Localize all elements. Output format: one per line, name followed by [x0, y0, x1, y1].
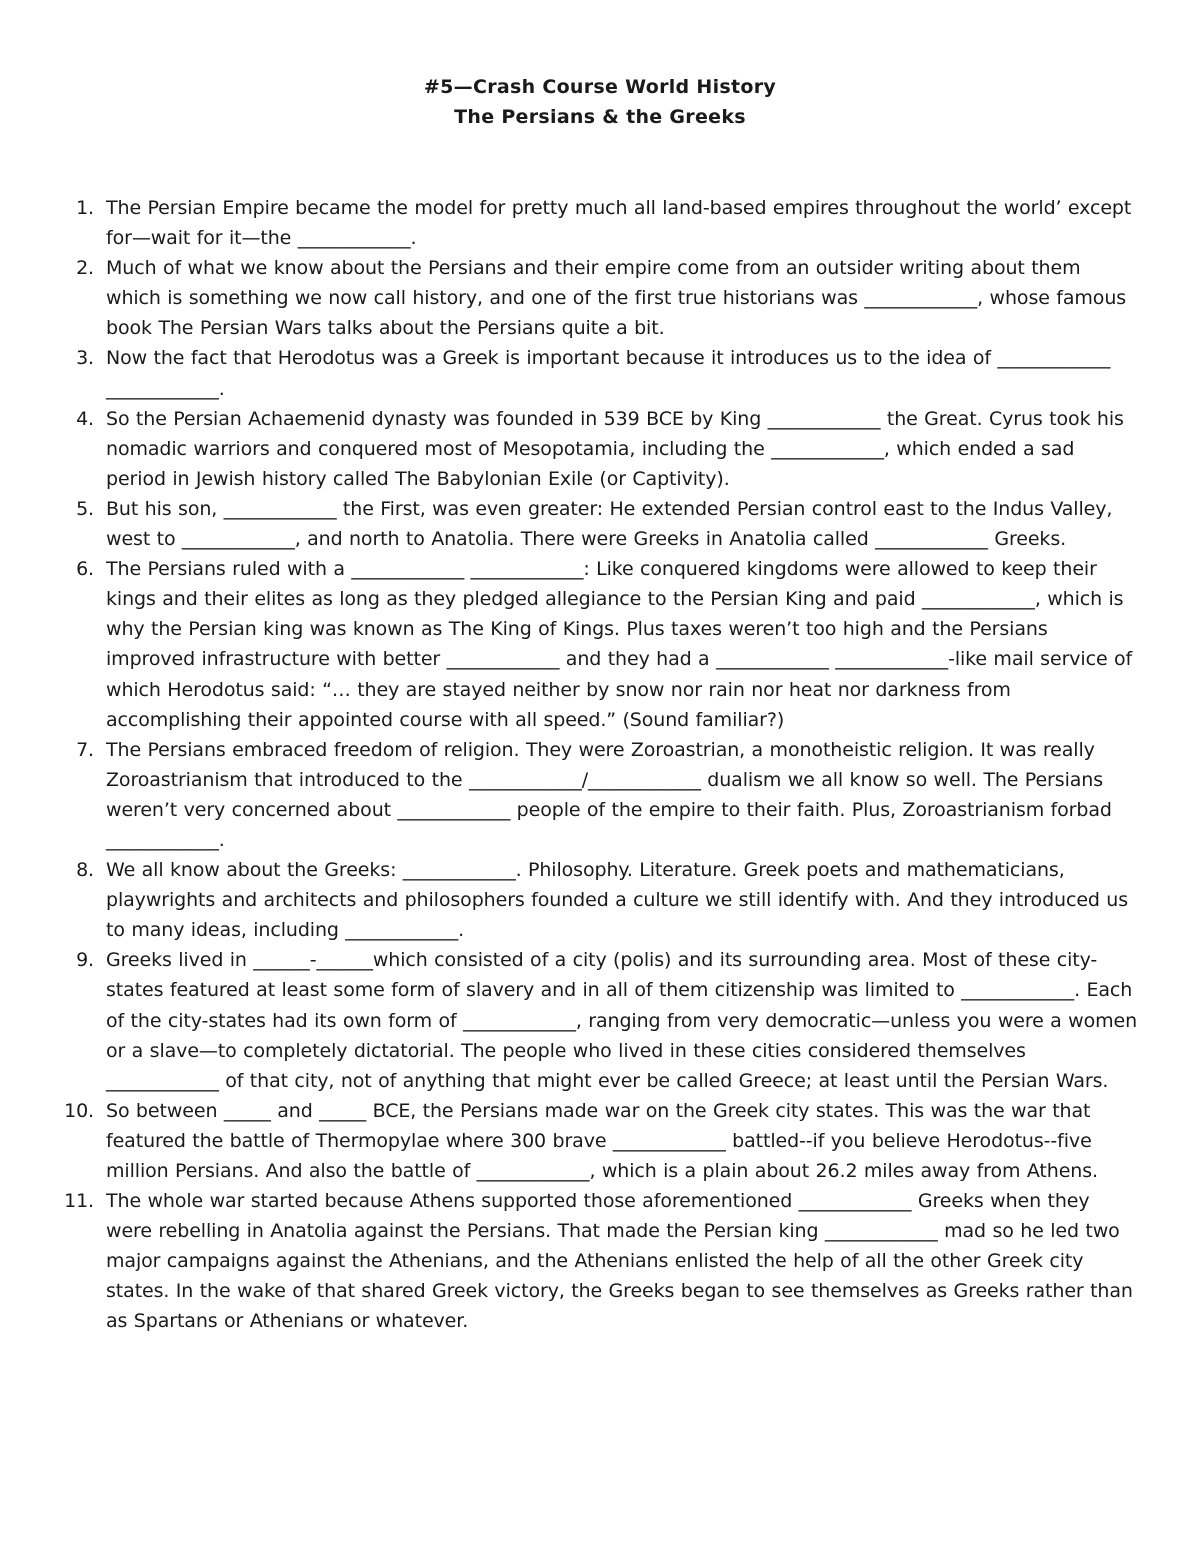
question-number: 9.	[76, 949, 94, 972]
question-1	[60, 193, 1140, 253]
question-text: Now the fact that Herodotus was a Greek is important because it introduces us to the idea of ____________ ____________.	[106, 347, 1111, 400]
question-number: 3.	[76, 347, 94, 370]
question-list	[60, 193, 1140, 1337]
question-text: Much of what we know about the Persians and their empire come from an outsider writing about them which is something we now call history, and one of the first true historians was ____________, whose famous book The Persian Wars talks about the Persians quite a bit.	[106, 257, 1127, 340]
worksheet-header	[0, 72, 1200, 132]
question-11	[60, 1186, 1140, 1336]
question-7	[60, 735, 1140, 855]
question-text: Greeks lived in ______-______which consisted of a city (polis) and its surrounding area. Most of these city-states featured at least some form of slavery and in all of them citizenship was limited to ____________. Each of the city-states had its own form of ____________, ranging from very democratic—unless you were a women or a slave—to completely dictatorial. The people who lived in these cities considered themselves ____________ of that city, not of anything that might ever be called Greece; at least until the Persian Wars.	[106, 949, 1138, 1092]
question-10	[60, 1096, 1140, 1186]
question-6	[60, 554, 1140, 735]
question-number: 11.	[64, 1190, 94, 1213]
question-3	[60, 343, 1140, 403]
question-text: The Persians embraced freedom of religion. They were Zoroastrian, a monotheistic religion. It was really Zoroastrianism that introduced to the ____________/____________ dualism we all know so well. The Persians weren’t very concerned about ____________ people of the empire to their faith. Plus, Zoroastrianism forbad ____________.	[106, 738, 1112, 851]
question-4	[60, 404, 1140, 494]
question-text: The whole war started because Athens supported those aforementioned ____________ Greeks when they were rebelling in Anatolia against the Persians. That made the Persian king ____________ mad so he led two major campaigns against the Athenians, and the Athenians enlisted the help of all the other Greek city states. In the wake of that shared Greek victory, the Greeks began to see themselves as Greeks rather than as Spartans or Athenians or whatever.	[106, 1190, 1133, 1333]
question-number: 8.	[76, 859, 94, 882]
question-number: 5.	[76, 497, 94, 520]
question-text: The Persian Empire became the model for pretty much all land-based empires throughout the world’ except for—wait for it—the ____________.	[106, 197, 1132, 250]
question-text: So the Persian Achaemenid dynasty was founded in 539 BCE by King ____________ the Great. Cyrus took his nomadic warriors and conquered most of Mesopotamia, including the ____________, which ended a sad period in Jewish history called The Babylonian Exile (or Captivity).	[106, 407, 1124, 490]
question-number: 10.	[64, 1099, 94, 1122]
question-8	[60, 855, 1140, 945]
question-number: 4.	[76, 407, 94, 430]
question-number: 6.	[76, 558, 94, 581]
question-text: The Persians ruled with a ____________ ____________: Like conquered kingdoms were allowed to keep their kings and their elites as long as they pledged allegiance to the Persian King and paid ____________, which is why the Persian king was known as The King of Kings. Plus taxes weren’t too high and the Persians improved infrastructure with better ____________ and they had a ____________ ____________-like mail service of which Herodotus said: “… they are stayed neither by snow nor rain nor heat nor darkness from accomplishing their appointed course with all speed.” (Sound familiar?)	[106, 558, 1133, 731]
question-number: 1.	[76, 197, 94, 219]
question-number: 2.	[76, 257, 94, 280]
worksheet-subtitle: The Persians & the Greeks	[454, 106, 746, 128]
question-2	[60, 253, 1140, 343]
question-5	[60, 494, 1140, 554]
question-9	[60, 945, 1140, 1095]
question-text: We all know about the Greeks: ____________. Philosophy. Literature. Greek poets and mathematicians, playwrights and architects and philosophers founded a culture we still identify with. And they introduced us to many ideas, including ____________.	[106, 859, 1129, 942]
question-text: But his son, ____________ the First, was even greater: He extended Persian control east to the Indus Valley, west to ____________, and north to Anatolia. There were Greeks in Anatolia called ____________ Greeks.	[106, 497, 1113, 551]
question-text: So between _____ and _____ BCE, the Persians made war on the Greek city states. This was the war that featured the battle of Thermopylae where 300 brave ____________ battled--if you believe Herodotus--five million Persians. And also the battle of ____________, which is a plain about 26.2 miles away from Athens.	[106, 1099, 1098, 1182]
question-number: 7.	[76, 738, 94, 761]
worksheet-title: #5—Crash Course World History	[423, 76, 777, 98]
